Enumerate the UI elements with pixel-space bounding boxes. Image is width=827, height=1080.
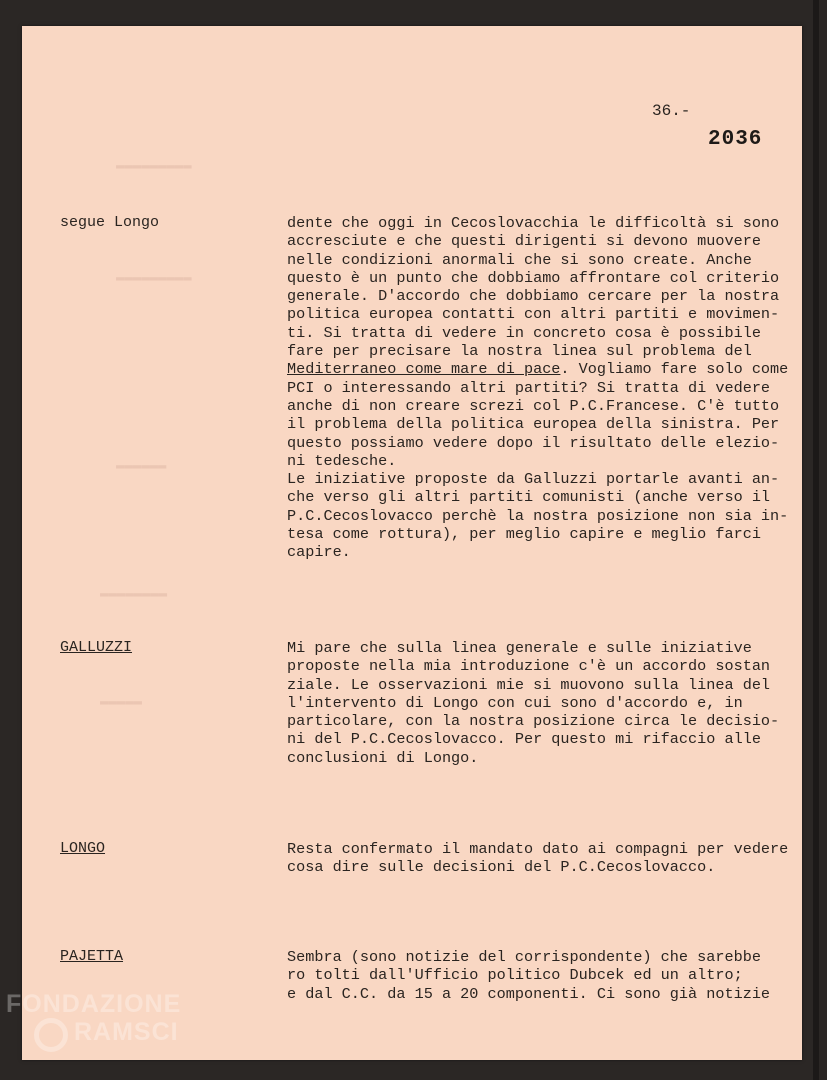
text-line: capire. <box>287 543 351 562</box>
text-line: che verso gli altri partiti comunisti (anche verso il <box>287 488 771 507</box>
archive-number: 2036 <box>708 128 763 151</box>
fondazione-gramsci-logo <box>6 990 206 1070</box>
bleed-through: ▬▬▬▬▬ <box>100 694 143 710</box>
text-line: ziale. Le osservazioni mie si muovono sulla linea del <box>287 675 771 694</box>
text-line: particolare, con la nostra posizione circa le decisio- <box>287 712 780 731</box>
text-line: P.C.Cecoslovacco perchè la nostra posizione non sia in- <box>287 506 789 525</box>
text-line <box>287 360 788 378</box>
logo-g-icon <box>34 1018 68 1052</box>
underlined-phrase: Mediterraneo come mare di pace <box>287 360 561 379</box>
text-line: generale. D'accordo che dobbiamo cercare per la nostra <box>287 287 780 306</box>
text-line: nelle condizioni anormali che si sono create. Anche <box>287 250 752 269</box>
text-line: il problema della politica europea della sinistra. Per <box>287 415 780 434</box>
text-line: anche di non creare screzi col P.C.Francese. C'è tutto <box>287 396 780 415</box>
text-line: questo è un punto che dobbiamo affrontare col criterio <box>287 268 780 287</box>
speaker-label: LONGO <box>60 840 106 857</box>
bleed-through: ▬▬▬▬▬▬▬▬▬ <box>116 158 192 174</box>
text-line: dente che oggi in Cecoslovacchia le difficoltà si sono <box>287 214 780 232</box>
text-line: Le iniziative proposte da Galluzzi portarle avanti an- <box>287 470 780 489</box>
text-fragment: . Vogliamo fare solo come <box>560 360 789 379</box>
text-line: politica europea contatti con altri partiti e movimen- <box>287 305 780 324</box>
bleed-through: ▬▬▬▬▬▬ <box>116 458 167 474</box>
speaker-label: GALLUZZI <box>60 639 133 656</box>
text-line: tesa come rottura), per meglio capire e meglio farci <box>287 525 761 544</box>
text-line: ni tedesche. <box>287 451 397 470</box>
text-line: e dal C.C. da 15 a 20 componenti. Ci sono già notizie <box>287 984 771 1003</box>
speech-block <box>287 639 779 767</box>
bleed-through: ▬▬▬▬▬▬▬▬▬ <box>116 270 192 286</box>
text-line: Resta confermato il mandato dato ai compagni per vedere <box>287 840 789 858</box>
text-line: ti. Si tratta di vedere in concreto cosa è possibile <box>287 323 761 342</box>
scan-edge <box>813 0 819 1080</box>
text-line: ni del P.C.Cecoslovacco. Per questo mi rifaccio alle <box>287 730 761 749</box>
speech-block <box>287 214 788 562</box>
speaker-label: segue Longo <box>60 214 160 231</box>
bleed-through: ▬▬▬▬▬▬▬▬ <box>100 586 168 602</box>
logo-text: FONDAZIONE <box>6 990 182 1018</box>
text-line: fare per precisare la nostra linea sul problema del <box>287 342 752 361</box>
text-line: ro tolti dall'Ufficio politico Dubcek ed un altro; <box>287 966 743 985</box>
speaker-label: PAJETTA <box>60 948 124 965</box>
text-line: cosa dire sulle decisioni del P.C.Cecoslovacco. <box>287 858 716 877</box>
logo-text: RAMSCI <box>74 1018 179 1046</box>
text-line: Mi pare che sulla linea generale e sulle iniziative <box>287 639 752 657</box>
page-number: 36.- <box>652 102 691 120</box>
text-line: conclusioni di Longo. <box>287 748 479 767</box>
speech-block <box>287 948 770 1003</box>
text-line: proposte nella mia introduzione c'è un accordo sostan <box>287 657 771 676</box>
speech-block <box>287 840 788 877</box>
text-line: accresciute e che questi dirigenti si devono muovere <box>287 232 761 251</box>
text-line: Sembra (sono notizie del corrispondente) che sarebbe <box>287 948 761 966</box>
text-line: PCI o interessando altri partiti? Si tratta di vedere <box>287 378 771 397</box>
text-line: questo possiamo vedere dopo il risultato delle elezio- <box>287 433 780 452</box>
text-line: l'intervento di Longo con cui sono d'accordo e, in <box>287 693 743 712</box>
